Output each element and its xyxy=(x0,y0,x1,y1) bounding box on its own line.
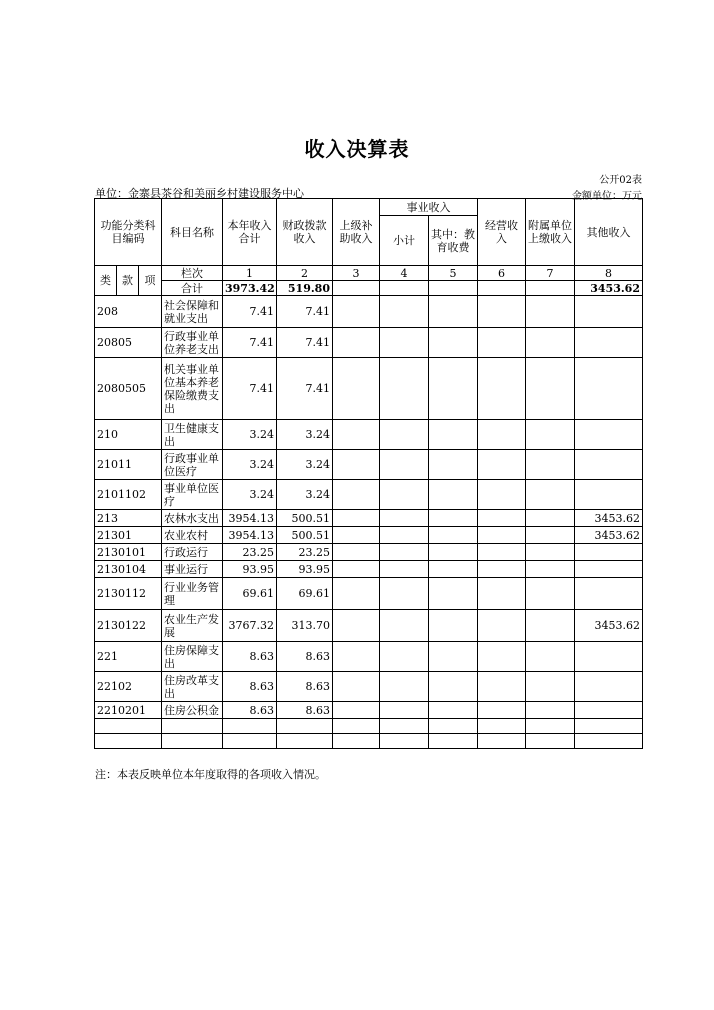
row-total-income: 8.63 xyxy=(223,702,277,719)
form-code: 公开02表 xyxy=(599,175,642,186)
header-operating: 经营收入 xyxy=(478,199,526,266)
row-subject-name: 行政事业单位养老支出 xyxy=(162,328,223,358)
total-fiscal-value: 519.80 xyxy=(277,281,333,296)
row-total-income: 8.63 xyxy=(223,672,277,702)
row-subject-name: 行政运行 xyxy=(162,544,223,561)
table-row xyxy=(95,610,643,642)
row-fiscal: 23.25 xyxy=(277,544,333,561)
row-other-income xyxy=(575,544,643,561)
row-other-income xyxy=(575,702,643,719)
header-xiang: 项 xyxy=(139,266,162,296)
col-num-5: 5 xyxy=(429,266,478,281)
row-code: 2101102 xyxy=(95,480,162,510)
table-row xyxy=(95,450,643,480)
total-label: 合计 xyxy=(162,281,223,296)
row-subject-name: 农林水支出 xyxy=(162,510,223,527)
row-total-income: 7.41 xyxy=(223,358,277,420)
row-other-income xyxy=(575,578,643,610)
table-row xyxy=(95,296,643,328)
header-superior: 上级补助收入 xyxy=(333,199,380,266)
row-fiscal: 3.24 xyxy=(277,420,333,450)
col-num-1: 1 xyxy=(223,266,277,281)
row-total-income: 3954.13 xyxy=(223,527,277,544)
row-subject-name: 住房保障支出 xyxy=(162,642,223,672)
row-fiscal: 93.95 xyxy=(277,561,333,578)
col-num-3: 3 xyxy=(333,266,380,281)
row-subject-name: 行政事业单位医疗 xyxy=(162,450,223,480)
row-code: 208 xyxy=(95,296,162,328)
row-other-income xyxy=(575,672,643,702)
row-subject-name: 事业运行 xyxy=(162,561,223,578)
row-subject-name: 住房改革支出 xyxy=(162,672,223,702)
header-edu-fee: 其中：教育收费 xyxy=(429,216,478,266)
row-code: 213 xyxy=(95,510,162,527)
row-other-income xyxy=(575,328,643,358)
row-code: 2130112 xyxy=(95,578,162,610)
row-code: 21301 xyxy=(95,527,162,544)
row-fiscal: 500.51 xyxy=(277,510,333,527)
row-subject-name: 农业生产发展 xyxy=(162,610,223,642)
row-code: 22102 xyxy=(95,672,162,702)
table-row xyxy=(95,328,643,358)
col-num-6: 6 xyxy=(478,266,526,281)
row-fiscal: 500.51 xyxy=(277,527,333,544)
header-other: 其他收入 xyxy=(575,199,643,266)
total-other-value: 3453.62 xyxy=(575,281,643,296)
row-total-income: 93.95 xyxy=(223,561,277,578)
row-fiscal: 3.24 xyxy=(277,450,333,480)
row-fiscal: 313.70 xyxy=(277,610,333,642)
row-other-income xyxy=(575,420,643,450)
header-func-code: 功能分类科目编码 xyxy=(95,199,162,266)
table-row xyxy=(95,358,643,420)
income-table xyxy=(94,198,643,749)
row-fiscal: 7.41 xyxy=(277,358,333,420)
header-subtotal: 小计 xyxy=(380,216,429,266)
header-lei: 类 xyxy=(95,266,117,296)
row-other-income xyxy=(575,642,643,672)
total-row xyxy=(95,281,643,296)
row-other-income xyxy=(575,358,643,420)
row-code: 21011 xyxy=(95,450,162,480)
row-fiscal: 7.41 xyxy=(277,328,333,358)
row-other-income: 3453.62 xyxy=(575,610,643,642)
col-num-2: 2 xyxy=(277,266,333,281)
header-subject-name: 科目名称 xyxy=(162,199,223,266)
row-total-income: 23.25 xyxy=(223,544,277,561)
row-code: 2130122 xyxy=(95,610,162,642)
row-code: 221 xyxy=(95,642,162,672)
row-fiscal: 8.63 xyxy=(277,702,333,719)
footnote: 注：本表反映单位本年度取得的各项收入情况。 xyxy=(95,768,326,781)
row-total-income: 3.24 xyxy=(223,480,277,510)
table-row xyxy=(95,642,643,672)
row-total-income: 3.24 xyxy=(223,450,277,480)
header-total-income: 本年收入合计 xyxy=(223,199,277,266)
row-subject-name: 农业农村 xyxy=(162,527,223,544)
row-total-income: 69.61 xyxy=(223,578,277,610)
row-code: 2210201 xyxy=(95,702,162,719)
row-other-income xyxy=(575,561,643,578)
table-row xyxy=(95,527,643,544)
money-unit: 金额单位：万元 xyxy=(572,191,642,202)
page-title: 收入决算表 xyxy=(304,137,410,161)
table-row xyxy=(95,544,643,561)
row-total-income: 7.41 xyxy=(223,296,277,328)
empty-row xyxy=(95,719,643,734)
row-code: 2080505 xyxy=(95,358,162,420)
header-lanci: 栏次 xyxy=(162,266,223,281)
table-row xyxy=(95,510,643,527)
empty-row xyxy=(95,734,643,749)
header-business: 事业收入 xyxy=(380,199,478,216)
row-total-income: 3767.32 xyxy=(223,610,277,642)
row-other-income: 3453.62 xyxy=(575,510,643,527)
table-row xyxy=(95,480,643,510)
row-other-income xyxy=(575,450,643,480)
row-other-income: 3453.62 xyxy=(575,527,643,544)
header-fiscal: 财政拨款收入 xyxy=(277,199,333,266)
unit-label: 单位：金寨县茶谷和美丽乡村建设服务中心 xyxy=(95,187,304,200)
row-fiscal: 3.24 xyxy=(277,480,333,510)
table-row xyxy=(95,702,643,719)
col-num-4: 4 xyxy=(380,266,429,281)
row-subject-name: 机关事业单位基本养老保险缴费支出 xyxy=(162,358,223,420)
row-total-income: 7.41 xyxy=(223,328,277,358)
row-code: 20805 xyxy=(95,328,162,358)
col-num-8: 8 xyxy=(575,266,643,281)
row-subject-name: 社会保障和就业支出 xyxy=(162,296,223,328)
col-num-7: 7 xyxy=(526,266,575,281)
row-total-income: 3.24 xyxy=(223,420,277,450)
row-fiscal: 8.63 xyxy=(277,672,333,702)
header-affiliated: 附属单位上缴收入 xyxy=(526,199,575,266)
row-fiscal: 7.41 xyxy=(277,296,333,328)
row-total-income: 3954.13 xyxy=(223,510,277,527)
row-subject-name: 卫生健康支出 xyxy=(162,420,223,450)
row-other-income xyxy=(575,480,643,510)
table-row xyxy=(95,420,643,450)
total-income-value: 3973.42 xyxy=(223,281,277,296)
row-fiscal: 8.63 xyxy=(277,642,333,672)
row-code: 210 xyxy=(95,420,162,450)
table-row xyxy=(95,578,643,610)
row-subject-name: 行业业务管理 xyxy=(162,578,223,610)
row-code: 2130101 xyxy=(95,544,162,561)
row-code: 2130104 xyxy=(95,561,162,578)
row-subject-name: 住房公积金 xyxy=(162,702,223,719)
row-subject-name: 事业单位医疗 xyxy=(162,480,223,510)
table-row xyxy=(95,561,643,578)
row-fiscal: 69.61 xyxy=(277,578,333,610)
row-total-income: 8.63 xyxy=(223,642,277,672)
table-row xyxy=(95,672,643,702)
header-kuan: 款 xyxy=(117,266,139,296)
row-other-income xyxy=(575,296,643,328)
